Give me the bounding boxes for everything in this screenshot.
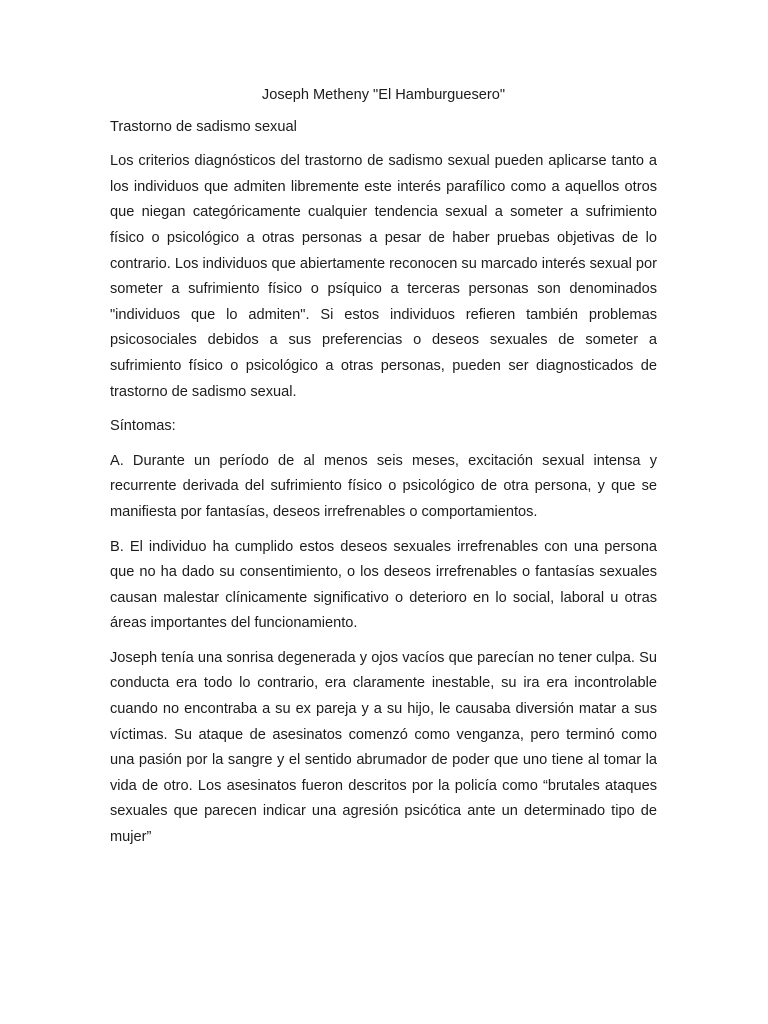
- paragraph-criterion-a: A. Durante un período de al menos seis meses, excitación sexual intensa y recurrente derivada del sufrimiento físico o psicológico de otra persona, y que se manifiesta por fantasías, deseos irrefrenables o comportamientos.: [110, 452, 657, 520]
- document-title: Joseph Metheny "El Hamburguesero": [261, 87, 506, 103]
- document-subtitle: Trastorno de sadismo sexual: [110, 118, 297, 135]
- paragraph-joseph-description: Joseph tenía una sonrisa degenerada y ojos vacíos que parecían no tener culpa. Su conducta era todo lo contrario, era claramente inestable, su ira era incontrolable cuando no encontraba a su ex pareja y a su hijo, le causaba diversión matar a sus víctimas. Su ataque de asesinatos comenzó como venganza, pero terminó como una pasión por la sangre y el sentido abrumador de poder que uno tiene al tomar la vida de otro. Los asesinatos fueron descritos por la policía como “brutales ataques sexuales que parecen indicar una agresión psicótica ante un determinado tipo de mujer”: [110, 649, 657, 846]
- paragraph-criteria: Los criterios diagnósticos del trastorno de sadismo sexual pueden aplicarse tanto a los individuos que admiten libremente este interés parafílico como a aquellos otros que niegan categóricamente cualquier tendencia sexual a someter a sufrimiento físico o psicológico a otras personas a pesar de haber pruebas objetivas de lo contrario. Los individuos que abiertamente reconocen su marcado interés sexual por someter a sufrimiento físico o psíquico a terceras personas son denominados "individuos que lo admiten". Si estos individuos refieren también problemas psicosociales debidos a sus preferencias o deseos sexuales de someter a sufrimiento físico o psicológico a otras personas, pueden ser diagnosticados de trastorno de sadismo sexual.: [110, 153, 657, 400]
- paragraph-criterion-b: B. El individuo ha cumplido estos deseos sexuales irrefrenables con una persona que no ha dado su consentimiento, o los deseos irrefrenables o fantasías sexuales causan malestar clínicamente significativo o deterioro en lo social, laboral u otras áreas importantes del funcionamiento.: [110, 538, 657, 632]
- section-heading-symptoms: Síntomas:: [110, 418, 176, 435]
- document-body: [110, 83, 657, 860]
